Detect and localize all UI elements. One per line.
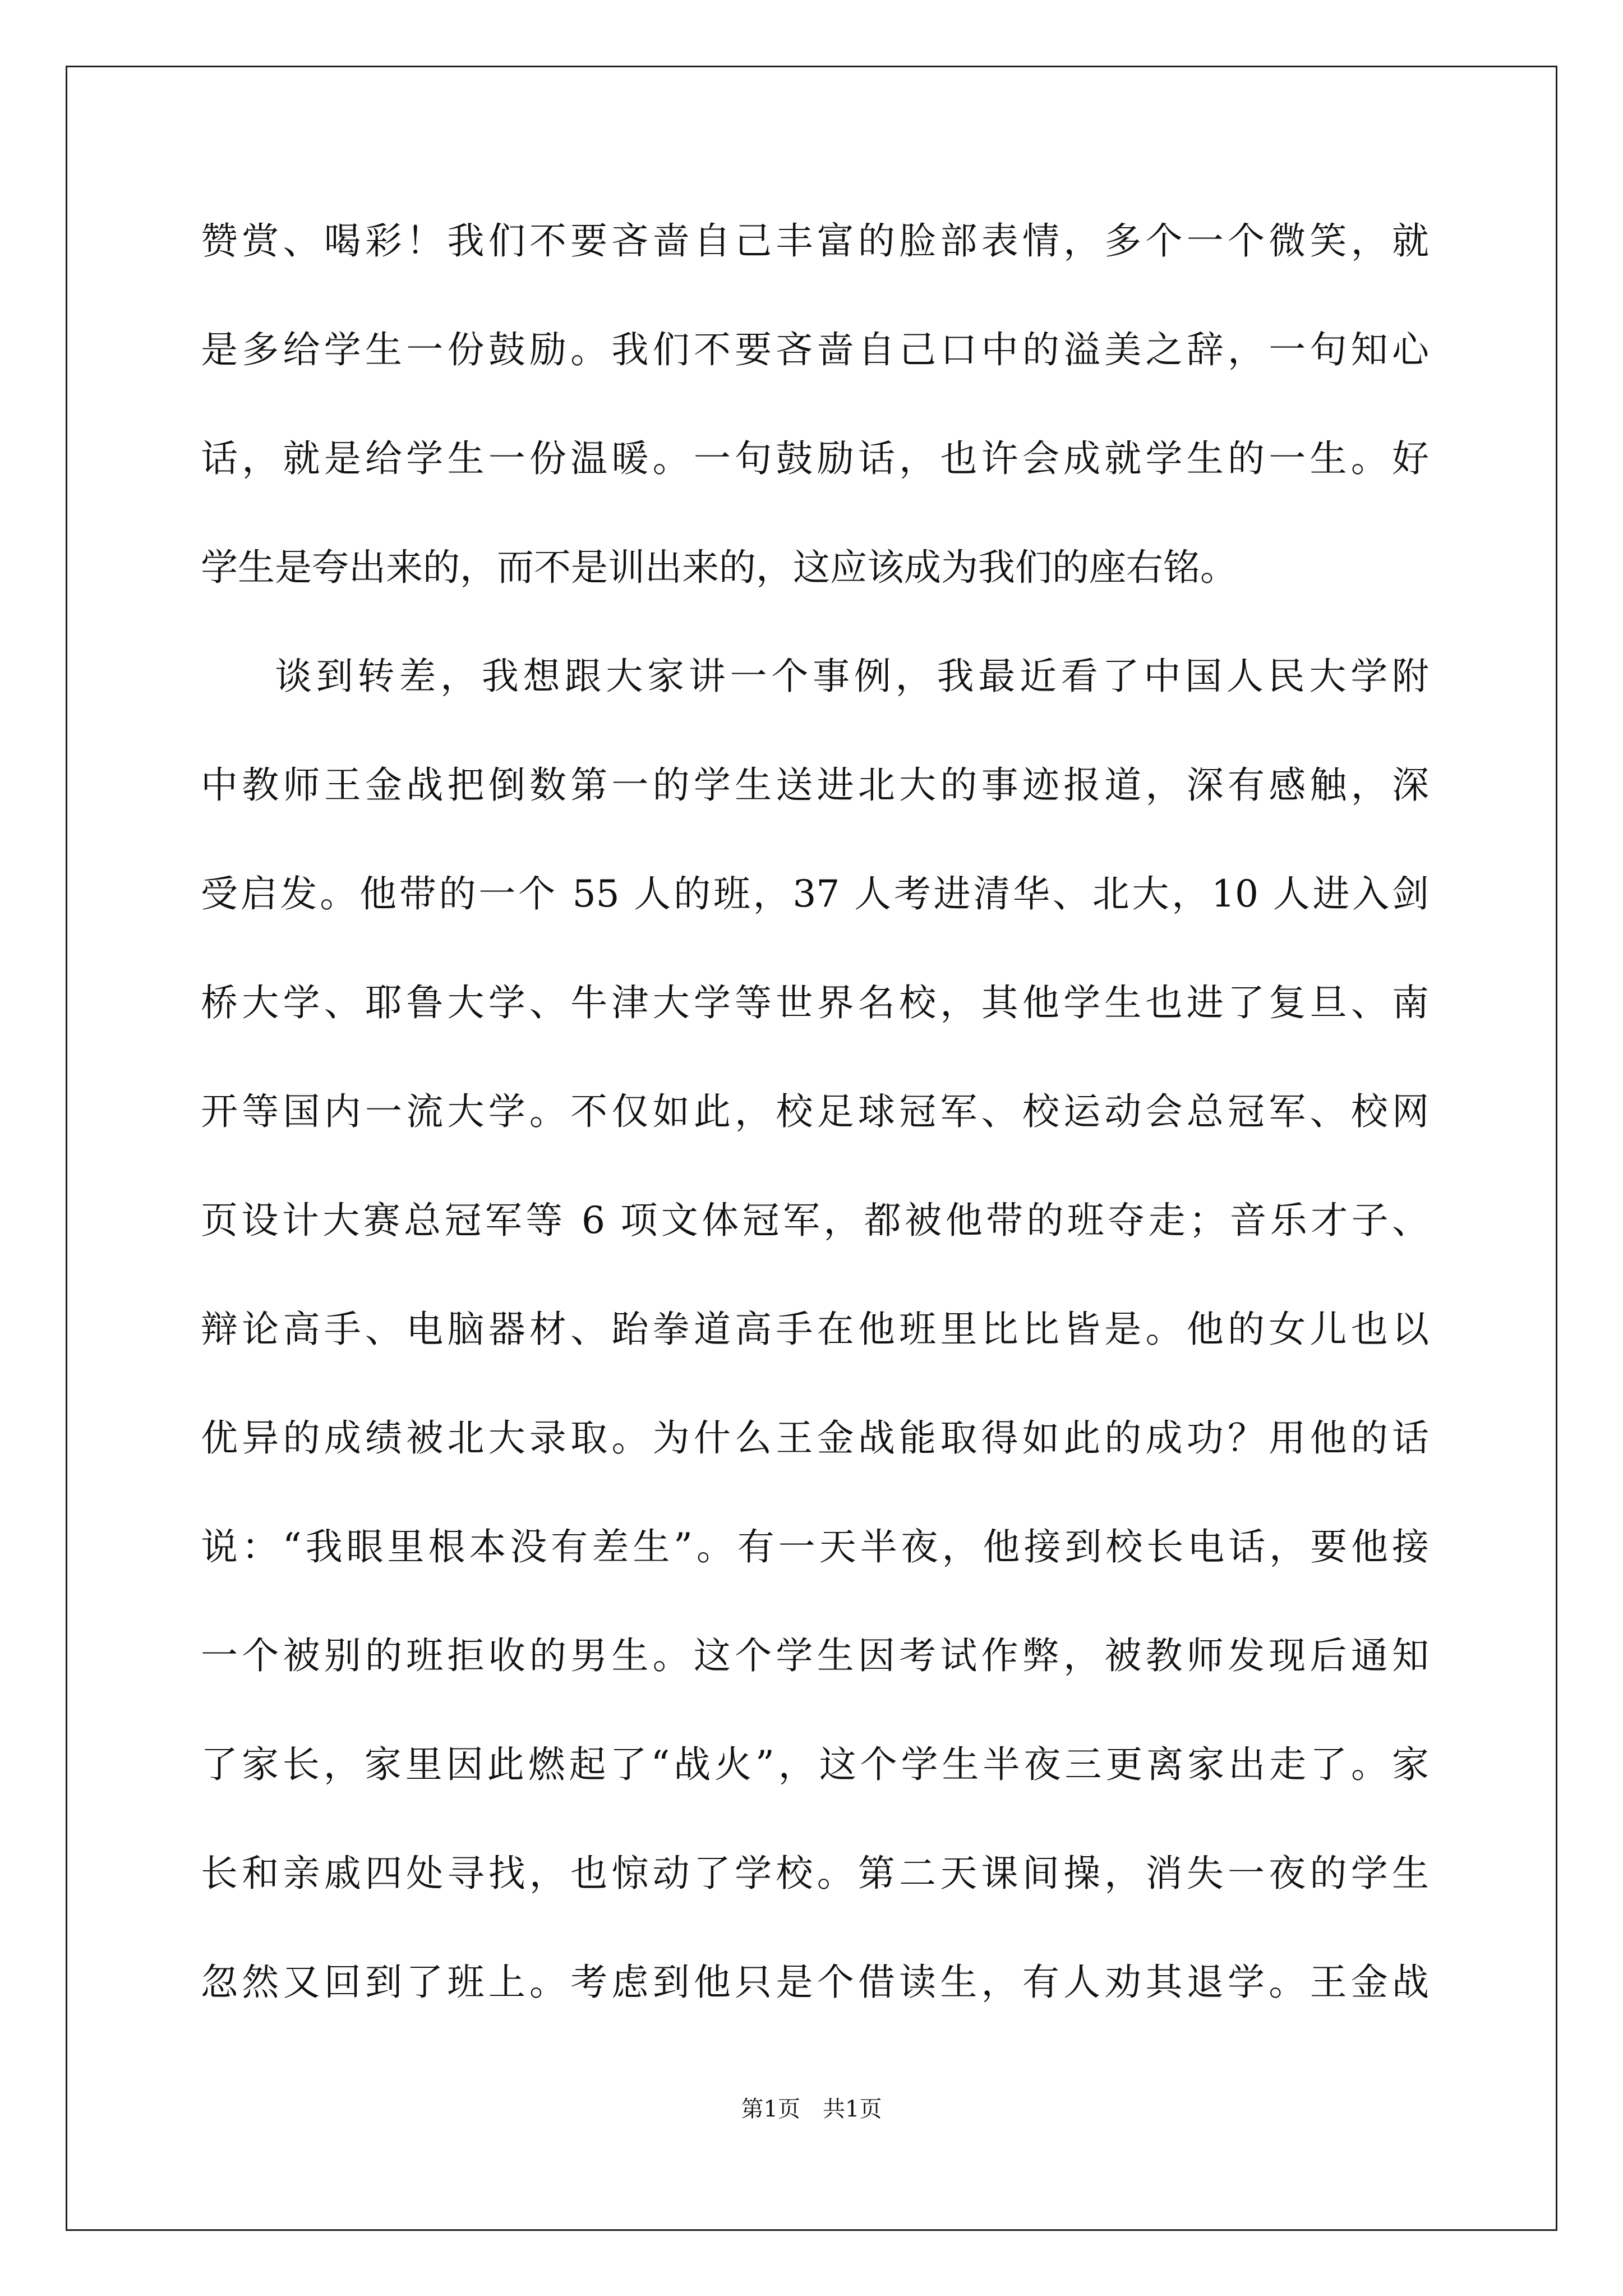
text-line: 中教师王金战把倒数第一的学生送进北大的事迹报道，深有感触，深 [201,763,1429,807]
text-line: 页设计大赛总冠军等 6 项文体冠军，都被他带的班夺走；音乐才子、 [201,1199,1429,1242]
text-line: 长和亲戚四处寻找，也惊动了学校。第二天课间操，消失一夜的学生 [201,1852,1429,1895]
text-line: 受启发。他带的一个 55 人的班，37 人考进清华、北大，10 人进入剑 [201,872,1429,915]
text-line: 辩论高手、电脑器材、跆拳道高手在他班里比比皆是。他的女儿也以 [201,1308,1429,1351]
text-line: 是多给学生一份鼓励。我们不要吝啬自己口中的溢美之辞，一句知心 [201,328,1429,371]
text-line: 开等国内一流大学。不仅如此，校足球冠军、校运动会总冠军、校网 [201,1090,1429,1133]
text-line: 话，就是给学生一份温暖。一句鼓励话，也许会成就学生的一生。好 [201,437,1429,480]
document-body [201,213,1429,2063]
text-line: 赞赏、喝彩！我们不要吝啬自己丰富的脸部表情，多个一个微笑，就 [201,219,1429,263]
text-line: 桥大学、耶鲁大学、牛津大学等世界名校，其他学生也进了复旦、南 [201,981,1429,1024]
page-number: 第1页 [741,2096,800,2122]
text-line: 忽然又回到了班上。考虑到他只是个借读生，有人劝其退学。王金战 [201,1961,1429,2004]
text-line: 谈到转差，我想跟大家讲一个事例，我最近看了中国人民大学附 [275,655,1429,698]
text-line: 学生是夸出来的，而不是训出来的，这应该成为我们的座右铭。 [201,546,1237,589]
page-total: 共1页 [823,2096,882,2122]
text-line: 一个被别的班拒收的男生。这个学生因考试作弊，被教师发现后通知 [201,1634,1429,1677]
page-footer [0,2092,1623,2126]
text-line: 优异的成绩被北大录取。为什么王金战能取得如此的成功？用他的话 [201,1416,1429,1460]
text-line: 说：“我眼里根本没有差生”。有一天半夜，他接到校长电话，要他接 [201,1525,1429,1568]
text-line: 了家长，家里因此燃起了“战火”，这个学生半夜三更离家出走了。家 [201,1743,1429,1786]
